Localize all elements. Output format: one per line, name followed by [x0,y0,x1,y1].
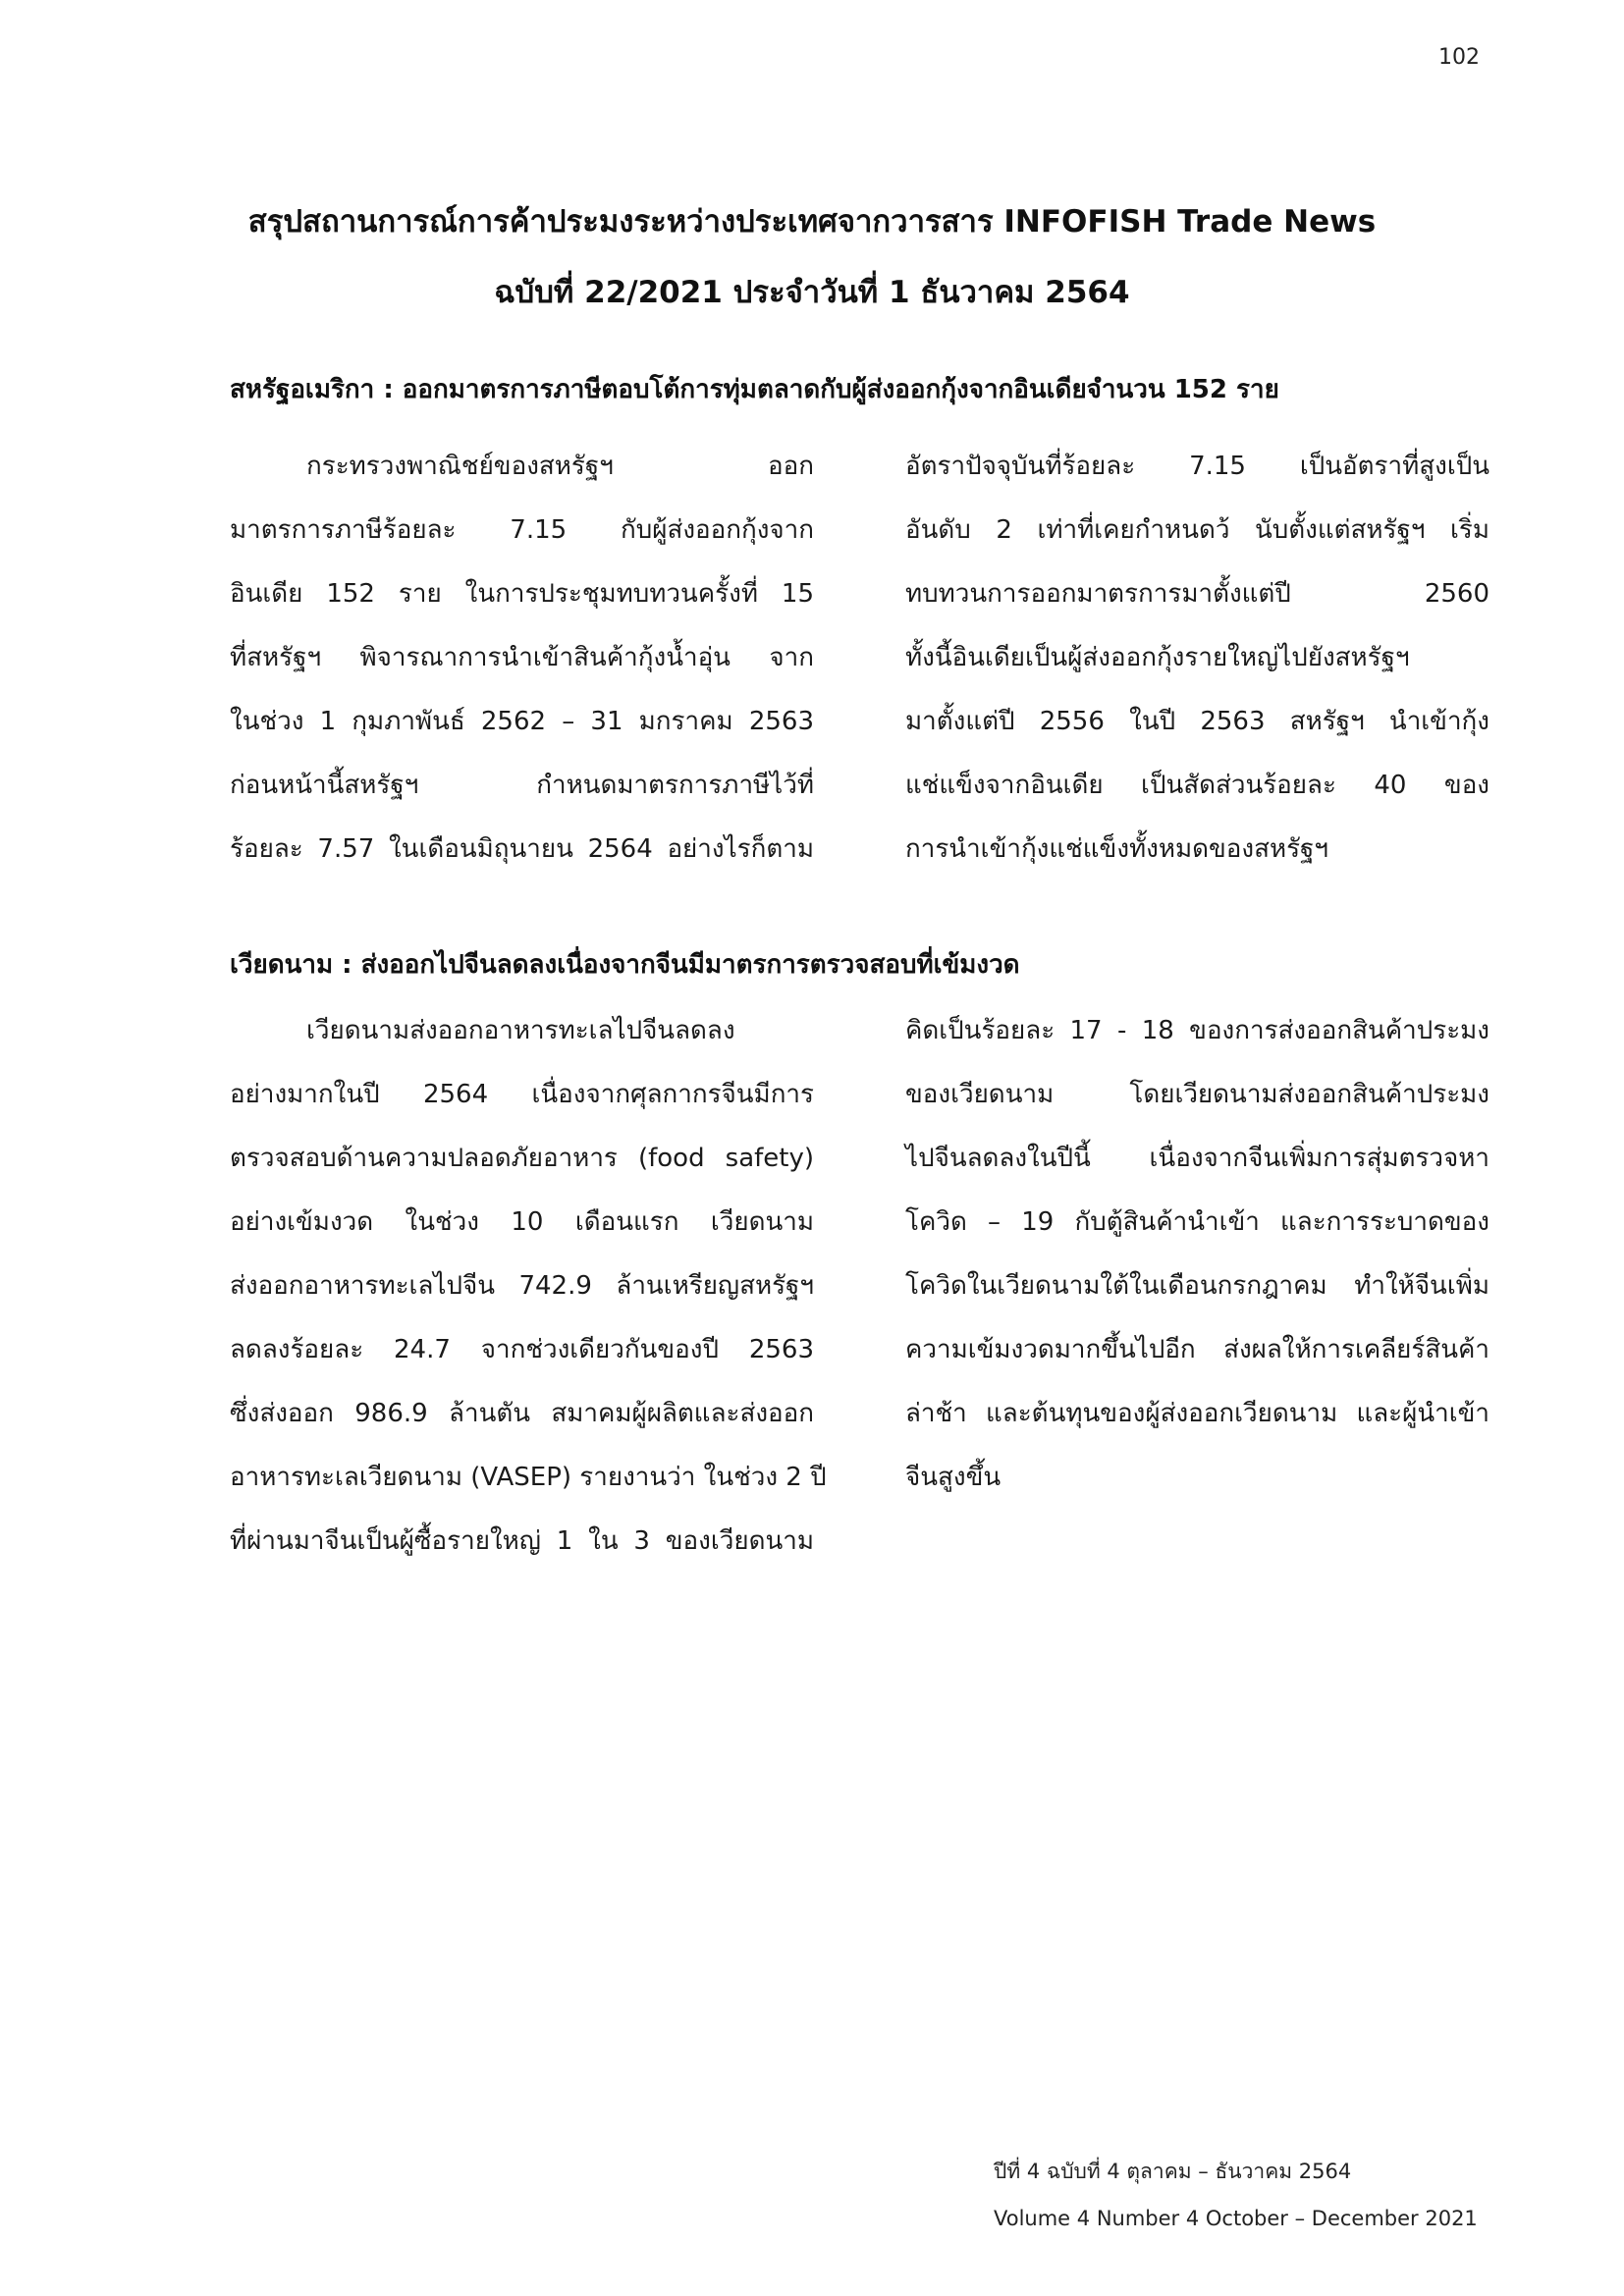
paragraph-line: ทบทวนการออกมาตรการมาตั้งแต่ปี 2560 [905,579,1489,609]
section-vietnam-left-column [230,999,827,1574]
footer-english-volume: Volume 4 Number 4 October – December 2021 [994,2207,1478,2230]
paragraph-line: ของเวียดนาม โดยเวียดนามส่งออกสินค้าประมง [905,1080,1489,1109]
paragraph-line: อินเดีย 152 ราย ในการประชุมทบทวนครั้งที่ 15 [230,579,814,609]
paragraph-line: อันดับ 2 เท่าที่เคยกำหนดว้ นับตั้งแต่สหรัฐฯ เริ่ม [905,515,1489,545]
section-vietnam-right-column [905,999,1489,1510]
paragraph-line: มาตรการภาษีร้อยละ 7.15 กับผู้ส่งออกกุ้งจาก [230,515,814,545]
paragraph-line: ที่ผ่านมาจีนเป็นผู้ซื้อรายใหญ่ 1 ใน 3 ของเวียดนาม [230,1526,814,1556]
paragraph-line: โควิด – 19 กับตู้สินค้านำเข้า และการระบาดของ [905,1207,1489,1237]
paragraph-line: คิดเป็นร้อยละ 17 - 18 ของการส่งออกสินค้าประมง [905,1016,1489,1045]
paragraph-line: ลดลงร้อยละ 24.7 จากช่วงเดียวกันของปี 2563 [230,1335,814,1364]
paragraph-line: ส่งออกอาหารทะเลไปจีน 742.9 ล้านเหรียญสหรัฐฯ [230,1271,814,1301]
paragraph-line: ล่าช้า และต้นทุนของผู้ส่งออกเวียดนาม และผู้นำเข้า [905,1399,1489,1428]
paragraph-line: การนำเข้ากุ้งแช่แข็งทั้งหมดของสหรัฐฯ [905,834,1329,864]
paragraph-line: ทั้งนี้อินเดียเป็นผู้ส่งออกกุ้งรายใหญ่ไปยังสหรัฐฯ [905,643,1410,672]
paragraph-line: เวียดนามส่งออกอาหารทะเลไปจีนลดลง [306,1016,735,1045]
section-heading-vietnam: เวียดนาม : ส่งออกไปจีนลดลงเนื่องจากจีนมีมาตรการตรวจสอบที่เข้มงวด [230,950,1020,980]
paragraph-line: จีนสูงขึ้น [905,1463,1001,1492]
paragraph-line: กระทรวงพาณิชย์ของสหรัฐฯ ออก [306,452,814,481]
paragraph-line: ก่อนหน้านี้สหรัฐฯ กำหนดมาตรการภาษีไว้ที่ [230,771,814,800]
paragraph-line: อย่างเข้มงวด ในช่วง 10 เดือนแรก เวียดนาม [230,1207,814,1237]
paragraph-line: ความเข้มงวดมากขึ้นไปอีก ส่งผลให้การเคลียร์สินค้า [905,1335,1489,1364]
page-footer [994,2148,1478,2242]
paragraph-line: มาตั้งแต่ปี 2556 ในปี 2563 สหรัฐฯ นำเข้ากุ้ง [905,707,1489,736]
document-title [0,187,1624,328]
footer-thai-volume: ปีที่ 4 ฉบับที่ 4 ตุลาคม – ธันวาคม 2564 [994,2160,1352,2183]
paragraph-line: อาหารทะเลเวียดนาม (VASEP) รายงานว่า ในช่วง 2 ปี [230,1463,827,1492]
paragraph-line: ร้อยละ 7.57 ในเดือนมิถุนายน 2564 อย่างไรก็ตาม [230,834,814,864]
section-usa-left-column [230,435,814,881]
paragraph-line: ในช่วง 1 กุมภาพันธ์ 2562 – 31 มกราคม 2563 [230,707,814,736]
paragraph-line: ที่สหรัฐฯ พิจารณาการนำเข้าสินค้ากุ้งน้ำอุ่น จาก [230,643,814,672]
section-usa-right-column [905,435,1489,881]
document-title-line-1: สรุปสถานการณ์การค้าประมงระหว่างประเทศจากวารสาร INFOFISH Trade News [247,204,1377,240]
paragraph-line: ตรวจสอบด้านความปลอดภัยอาหาร (food safety) [230,1144,814,1173]
document-title-line-2: ฉบับที่ 22/2021 ประจำวันที่ 1 ธันวาคม 2564 [494,275,1130,310]
paragraph-line: โควิดในเวียดนามใต้ในเดือนกรกฎาคม ทำให้จีนเพิ่ม [905,1271,1489,1301]
paragraph-line: อย่างมากในปี 2564 เนื่องจากศุลกากรจีนมีการ [230,1080,814,1109]
paragraph-line: ไปจีนลดลงในปีนี้ เนื่องจากจีนเพิ่มการสุ่มตรวจหา [905,1144,1489,1173]
page-number: 102 [1438,45,1480,70]
paragraph-line: แช่แข็งจากอินเดีย เป็นสัดส่วนร้อยละ 40 ของ [905,771,1489,800]
section-heading-usa: สหรัฐอเมริกา : ออกมาตรการภาษีตอบโต้การทุ่มตลาดกับผู้ส่งออกกุ้งจากอินเดียจำนวน 152 ราย [230,375,1279,404]
paragraph-line: อัตราปัจจุบันที่ร้อยละ 7.15 เป็นอัตราที่สูงเป็น [905,452,1489,481]
paragraph-line: ซึ่งส่งออก 986.9 ล้านตัน สมาคมผู้ผลิตและส่งออก [230,1399,814,1428]
